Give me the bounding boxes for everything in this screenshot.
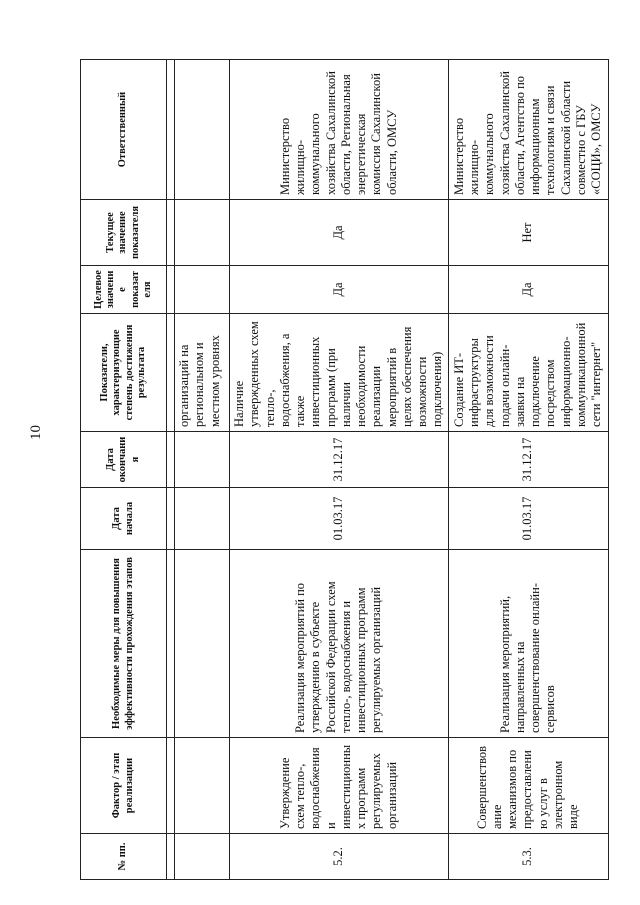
row-end-date: 31.12.17 — [230, 432, 449, 488]
header-measures: Необходимые меры для повышения эффективности прохождения этапов — [81, 550, 167, 738]
table-header-row — [81, 60, 167, 880]
table-row — [448, 60, 608, 880]
row-indicators: Создание ИТ-инфраструктуры для возможности подачи онлайн-заявки на подключение посредством информационно-коммуникационной сети "интернет" — [448, 314, 608, 432]
table-row — [230, 60, 449, 880]
header-factor: Фактор / этап реализации — [81, 738, 167, 834]
row-responsible: Министерство жилищно-коммунального хозяйства Сахалинской области, Агентство по информационным технологиям и связи Сахалинской области совместно с ГБУ «СОЦИ», ОМСУ — [448, 60, 608, 200]
row-num: 5.3. — [448, 834, 608, 880]
row-indicators: Наличие утвержденных схем тепло-, водоснабжения, а также инвестиционных программ (при наличии необходимости реализации мероприятий в целях обеспечения возможности подключения) — [230, 314, 449, 432]
header-start-date: Дата начала — [81, 488, 167, 550]
row-responsible: Министерство жилищно-коммунального хозяйства Сахалинской области, Региональная энергетическая комиссия Сахалинской области, ОМСУ — [230, 60, 449, 200]
row-target-value: Да — [448, 266, 608, 314]
row-measures: Реализация мероприятий, направленных на совершенствование онлайн-сервисов — [448, 550, 608, 738]
row-factor: Утверждение схем тепло-, водоснабжения и инвестиционных программ регулируемых организаций — [230, 738, 449, 834]
row-start-date: 01.03.17 — [448, 488, 608, 550]
action-plan-table — [80, 59, 609, 880]
page-number: 10 — [28, 425, 44, 440]
row-num: 5.2. — [230, 834, 449, 880]
header-indicators: Показатели, характеризующие степень достижения результата — [81, 314, 167, 432]
row-current-value: Нет — [448, 200, 608, 266]
row-end-date: 31.12.17 — [448, 432, 608, 488]
row-start-date: 01.03.17 — [230, 488, 449, 550]
continuation-indicators: организаций на региональном и местном уровнях — [175, 314, 230, 432]
rotated-table-wrapper — [80, 60, 603, 880]
header-current-value: Текущее значение показателя — [81, 200, 167, 266]
row-measures: Реализация мероприятий по утверждению в субъекте Российской Федерации схем тепло-, водоснабжения и инвестиционных программ регулируемых организаций — [230, 550, 449, 738]
header-responsible: Ответственный — [81, 60, 167, 200]
continuation-row — [175, 60, 230, 880]
header-target-value: Целевое значение показателя — [81, 266, 167, 314]
spacer-row — [167, 60, 175, 880]
row-target-value: Да — [230, 266, 449, 314]
row-factor: Совершенствование механизмов по предоставлению услуг в электронном виде — [448, 738, 608, 834]
row-current-value: Да — [230, 200, 449, 266]
header-end-date: Дата окончания — [81, 432, 167, 488]
header-num: № пп. — [81, 834, 167, 880]
